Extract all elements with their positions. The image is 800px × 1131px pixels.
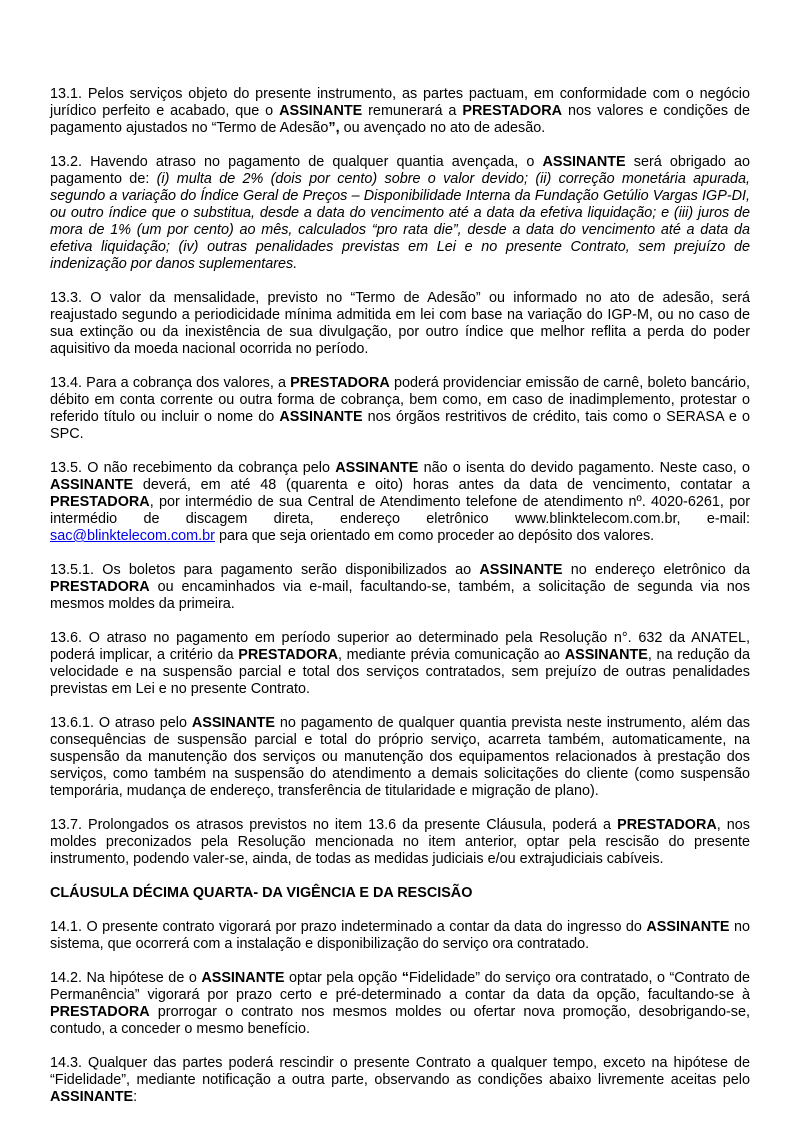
clause-text: deverá, em até 48 (quarenta e oito) horas antes da data de vencimento, contatar a xyxy=(133,477,750,493)
clause-text: ou avençado no ato de adesão. xyxy=(339,120,546,136)
clause-text: , por intermédio de sua Central de Atendimento telefone de atendimento nº. 4020-6261, por intermédio de discagem direta, endereço eletrônico www.blinktelecom.com.br, e-mail: xyxy=(50,494,750,527)
party-subscriber: ASSINANTE xyxy=(542,154,626,170)
clause-text: 13.6. O atraso no pagamento em período superior ao determinado pela Resolução n°. 632 da ANATEL, poderá implicar, a critério da xyxy=(50,630,750,663)
clause-text: 13.6.1. O atraso pelo xyxy=(50,715,192,731)
clause-text: : xyxy=(133,1089,138,1105)
clause-text: ou encaminhados via e-mail, facultando-se, também, a solicitação de segunda via nos mesmos moldes da primeira. xyxy=(50,579,750,612)
clause-text: 14.1. O presente contrato vigorará por prazo indeterminado a contar da data do ingresso do xyxy=(50,919,647,935)
clause-text: remunerará a xyxy=(362,103,463,119)
party-subscriber: ASSINANTE xyxy=(50,1089,134,1105)
clause-text: , mediante prévia comunicação ao xyxy=(337,647,565,663)
clause-13-4 xyxy=(50,375,750,443)
clause-text: 13.5. O não recebimento da cobrança pelo xyxy=(50,460,336,476)
clause-13-2 xyxy=(50,154,750,273)
clause-14-2 xyxy=(50,970,750,1038)
clause-text: para que seja orientado em como proceder ao depósito dos valores. xyxy=(214,528,655,544)
clause-13-6 xyxy=(50,630,750,698)
clause-text: , na redução da velocidade e na suspensão parcial e total dos serviços contratados, sem prejuízo de outras penalidades previstas em Lei e no presente Contrato. xyxy=(50,647,750,697)
party-subscriber: ASSINANTE xyxy=(279,103,363,119)
clause-text: poderá providenciar emissão de carnê, boleto bancário, débito em conta corrente ou outra forma de cobrança, bem como, em caso de inadimplemento, protestar o referido título ou incluir o nome do xyxy=(50,375,750,425)
clause-text: Fidelidade” do serviço ora contratado, o “Contrato de Permanência” vigorará por prazo certo e pré-determinado a contar da data da opção, facultando-se à xyxy=(50,970,750,1003)
party-provider: PRESTADORA xyxy=(50,579,150,595)
clause-13-7 xyxy=(50,817,750,868)
clause-text: 13.7. Prolongados os atrasos previstos no item 13.6 da presente Cláusula, poderá a xyxy=(50,817,618,833)
bold-quote: “ xyxy=(401,970,409,986)
clause-text: , nos moldes preconizados pela Resolução mencionada no item anterior, optar pela rescisão do presente instrumento, podendo valer-se, ainda, de todas as medidas judiciais e/ou extrajudiciais cabíveis. xyxy=(50,817,751,867)
clause-13-5-1 xyxy=(50,562,750,613)
party-subscriber: ASSINANTE xyxy=(479,562,563,578)
clause-text: no sistema, que ocorrerá com a instalação e disponibilização do serviço ora contratado. xyxy=(50,919,750,952)
clause-text: no pagamento de qualquer quantia prevista neste instrumento, além das consequências de suspensão parcial e total do próprio serviço, acarreta também, automaticamente, na suspensão da manutenção dos serviços ou manutenção dos equipamentos relacionados à prestação dos serviços, como também na suspensão do atendimento a demais solicitações do cliente (como suspensão temporária, mudança de endereço, transferência de titularidade e migração de plano). xyxy=(50,715,750,799)
clause-text: nos órgãos restritivos de crédito, tais como o SERASA e o SPC. xyxy=(50,409,750,442)
support-email-link[interactable]: sac@blinktelecom.com.br xyxy=(50,528,215,544)
clause-13-6-1 xyxy=(50,715,750,800)
party-subscriber: ASSINANTE xyxy=(191,715,275,731)
party-provider: PRESTADORA xyxy=(462,103,563,119)
clause-text: 14.3. Qualquer das partes poderá rescindir o presente Contrato a qualquer tempo, exceto na hipótese de “Fidelidade”, mediante notificação a outra parte, observando as condições abaixo livremente aceitas pelo xyxy=(50,1055,750,1088)
party-provider: PRESTADORA xyxy=(238,647,338,663)
clause-14-heading: CLÁUSULA DÉCIMA QUARTA- DA VIGÊNCIA E DA RESCISÃO xyxy=(50,885,473,901)
clause-13-3 xyxy=(50,290,750,358)
clause-text: prorrogar o contrato nos mesmos moldes ou ofertar nova promoção, desobrigando-se, contudo, a conceder o mesmo benefício. xyxy=(50,1004,750,1037)
clause-14-1 xyxy=(50,919,750,953)
clause-text: 13.4. Para a cobrança dos valores, a xyxy=(50,375,291,391)
clause-text: 13.1. Pelos serviços objeto do presente instrumento, as partes pactuam, em conformidade com o negócio jurídico perfeito e acabado, que o xyxy=(50,86,750,119)
clause-13-1 xyxy=(50,86,750,137)
clause-text: será obrigado ao pagamento de: xyxy=(50,154,750,187)
clause-text: 13.3. O valor da mensalidade, previsto no “Termo de Adesão” ou informado no ato de adesão, será reajustado segundo a periodicidade mínima admitida em lei com base na variação do IGP-M, ou no caso de sua extinção ou da inexistência de sua divulgação, por outro índice que melhor reflita a perda do poder aquisitivo da moeda nacional ocorrida no período. xyxy=(50,290,750,357)
party-subscriber: ASSINANTE xyxy=(50,477,134,493)
party-provider: PRESTADORA xyxy=(50,1004,150,1020)
party-subscriber: ASSINANTE xyxy=(646,919,730,935)
penalties-text: (i) multa de 2% (dois por cento) sobre o valor devido; (ii) correção monetária apurada, segundo a variação do Índice Geral de Preços – Disponibilidade Interna da Fundação Getúlio Vargas IGP-DI, ou outro índice que o substitua, desde a data do vencimento até a data da efetiva liquidação; e (iii) juros de mora de 1% (um por cento) ao mês, calculados “pro rata die”, desde a data do vencimento até a data da efetiva liquidação; (iv) outras penalidades previstas em Lei e no presente Contrato, sem prejuízo de indenização por danos suplementares. xyxy=(50,171,750,272)
party-provider: PRESTADORA xyxy=(617,817,717,833)
clause-text: no endereço eletrônico da xyxy=(562,562,750,578)
clause-14-3 xyxy=(50,1055,750,1106)
clause-text: 14.2. Na hipótese de o xyxy=(50,970,202,986)
party-provider: PRESTADORA xyxy=(290,375,390,391)
party-subscriber: ASSINANTE xyxy=(201,970,285,986)
clause-13-5 xyxy=(50,460,750,545)
bold-quote: ”, xyxy=(328,120,340,136)
party-subscriber: ASSINANTE xyxy=(335,460,419,476)
clause-text: 13.2. Havendo atraso no pagamento de qualquer quantia avençada, o xyxy=(50,154,543,170)
party-subscriber: ASSINANTE xyxy=(564,647,648,663)
clause-text: nos valores e condições de pagamento ajustados no “Termo de Adesão xyxy=(50,103,750,136)
clause-text: optar pela opção xyxy=(284,970,402,986)
clause-text: não o isenta do devido pagamento. Neste caso, o xyxy=(418,460,750,476)
party-provider: PRESTADORA xyxy=(50,494,150,510)
party-subscriber: ASSINANTE xyxy=(279,409,363,425)
clause-text: 13.5.1. Os boletos para pagamento serão disponibilizados ao xyxy=(50,562,480,578)
